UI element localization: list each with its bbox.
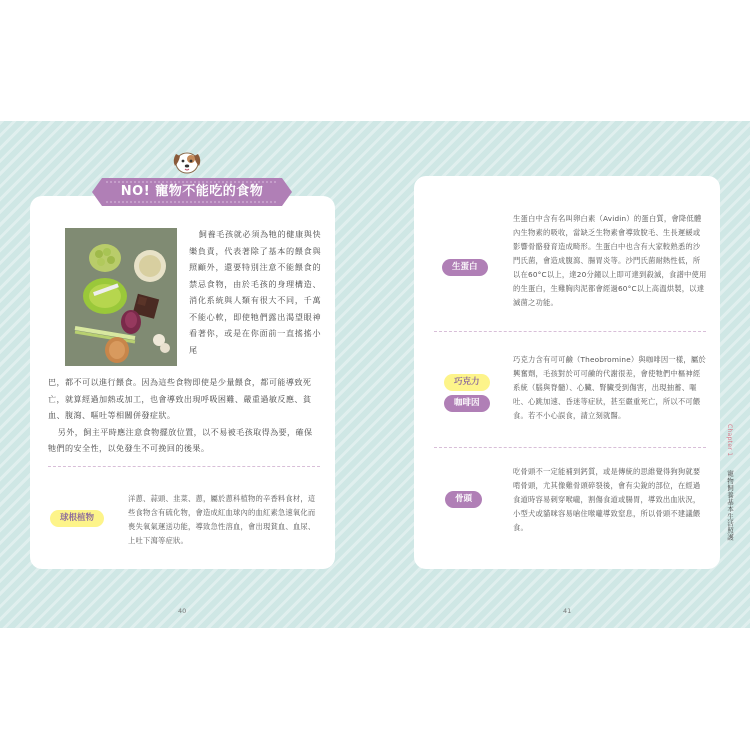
intro-paragraph-2: 另外，飼主平時應注意食物擺放位置，以不易被毛孩取得為要，確保牠們的安全性，以免發生不可挽回的後果。 (48, 426, 313, 453)
section-divider (434, 331, 706, 332)
tag-caffeine: 咖啡因 (444, 395, 490, 412)
item-text-chocolate: 巧克力含有可可鹼（Theobromine）與咖啡因一樣，屬於興奮劑，毛孩對於可可鹼的代謝很差，會使牠們中樞神經系統（腦與脊髓）、心臟、腎臟受到傷害，出現抽蓄、嘔吐、心跳加速、昏迷等症狀，甚至嚴重死亡，所以不可餵食。若不小心誤食，請立刻就醫。 (513, 355, 706, 420)
banner-no: NO! (120, 184, 151, 199)
tag-chocolate: 巧克力 (444, 374, 490, 391)
section-divider (434, 447, 706, 448)
page-title (92, 178, 292, 206)
intro-paragraph-1: 巴，都不可以進行餵食。因為這些食物即使是少量餵食，都可能導致死亡，就算經過加熱或加工，也會導致出現呼吸困難、嚴重過敏反應、貧血、腹瀉、嘔吐等相關併發症狀。 (48, 377, 312, 420)
intro-text-full (48, 374, 321, 457)
tag-bulb-plants: 球根植物 (50, 510, 104, 527)
item-text-bulb-plants: 洋蔥、蒜頭、韭菜、蔥，屬於蔥科植物的辛香料食材，這些食物含有硫化物，會造成紅血球內的血紅素急速氧化而喪失氧氣運送功能，導致急性溶血，會出現貧血、血尿、上吐下瀉等症狀。 (128, 494, 316, 545)
food-photo (65, 228, 177, 366)
banner-title: 寵物不能吃的食物 (155, 184, 264, 199)
dog-face-icon (170, 146, 204, 176)
intro-text-side: 飼養毛孩就必須為牠的健康與快樂負責，代表著除了基本的餵食與照顧外，還要特別注意不能餵食的禁忌食物，由於毛孩的身理構造、消化系統與人類有很大不同，千萬不能心軟，即使牠們露出渴望眼神看著你，或是在你面前一直搖搖小尾 (189, 229, 321, 355)
tag-raw-egg-white: 生蛋白 (442, 259, 488, 276)
item-text-bones: 吃骨頭不一定能補到鈣質，或是傳統的思維覺得狗狗就要啃骨頭，尤其像雞骨頭碎裂後，會有尖銳的部位，在經過食道時容易刺穿喉嚨，割傷食道或腸胃，導致出血狀況，小型犬或貓咪容易嗆住喉嚨導致窒息，所以骨頭不建議餵食。 (513, 467, 701, 532)
section-divider (48, 466, 320, 467)
tag-bones: 骨頭 (445, 491, 482, 508)
side-chapter-label: Chapter 1 (726, 424, 733, 457)
page-number-right: 41 (563, 607, 572, 615)
side-chapter-title: 寵物飼養基本生活照護 (726, 470, 734, 541)
page-number-left: 40 (178, 607, 187, 615)
item-text-raw-egg-white: 生蛋白中含有名叫卵白素（Avidin）的蛋白質，會降低體內生物素的吸收，當缺乏生物素會導致脫毛、生長遲緩或影響骨骼發育造成畸形。生蛋白中也含有大家較熟悉的沙門氏菌，會造成腹瀉、腸胃炎等。沙門氏菌耐熱性低，所以在60°C以上，達20分鐘以上即可達到殺滅，食譜中使用的生蛋白，生雞胸肉泥都會經過60°C以上高溫烘製，以達滅菌之功能。 (513, 214, 707, 307)
